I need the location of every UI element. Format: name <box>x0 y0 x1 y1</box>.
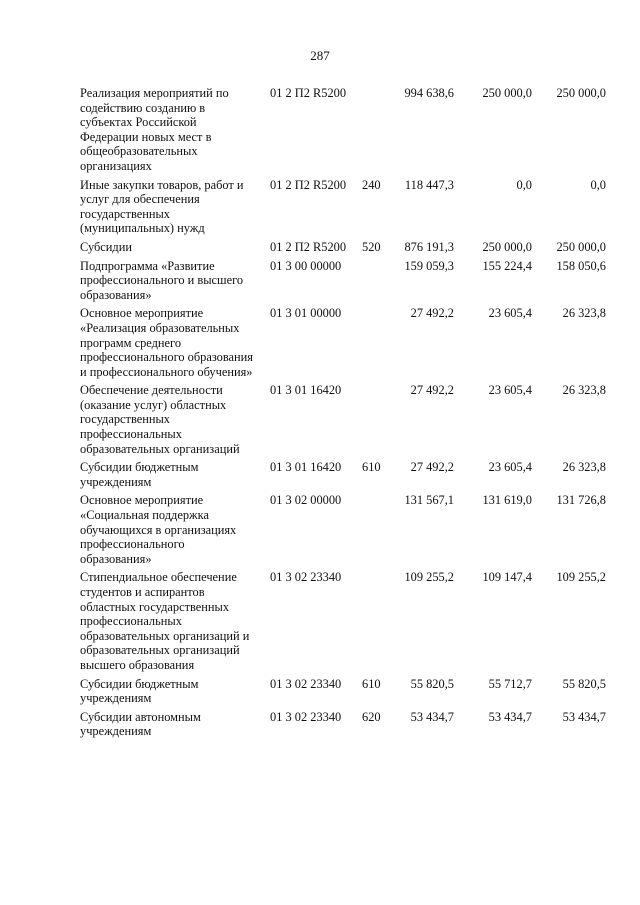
table-row <box>0 178 640 236</box>
amount-year-3: 158 050,6 <box>556 258 606 273</box>
item-name: Субсидии бюджетным учреждениям <box>80 676 199 706</box>
expense-kind: 520 <box>362 239 381 254</box>
amount-year-2: 250 000,0 <box>482 239 532 254</box>
amount-year-3: 26 323,8 <box>562 383 606 398</box>
target-code: 01 2 П2 R5200 <box>270 239 347 254</box>
target-code: 01 3 02 23340 <box>270 709 342 724</box>
amount-year-1: 159 059,3 <box>404 258 454 273</box>
item-name: Реализация мероприятий по содействию созданию в субъектах Российской Федерации новых мест в общеобразовательных организациях <box>80 86 229 173</box>
amount-year-2: 23 605,4 <box>488 383 532 398</box>
amount-year-3: 26 323,8 <box>562 460 606 475</box>
item-name: Подпрограмма «Развитие профессионального и высшего образования» <box>80 258 244 302</box>
table-row <box>0 383 640 456</box>
expense-kind: 610 <box>362 676 381 691</box>
amount-year-2: 155 224,4 <box>482 258 532 273</box>
amount-year-1: 994 638,6 <box>404 86 454 100</box>
table-row <box>0 460 640 489</box>
amount-year-2: 250 000,0 <box>482 86 532 100</box>
item-name: Субсидии автономным учреждениям <box>80 709 201 739</box>
item-name: Иные закупки товаров, работ и услуг для обеспечения государственных (муниципальных) нужд <box>80 177 244 236</box>
expense-kind: 620 <box>362 709 381 724</box>
item-name: Основное мероприятие «Социальная поддержка обучающихся в организациях профессионального образования» <box>80 493 237 566</box>
amount-year-2: 23 605,4 <box>488 306 532 321</box>
target-code: 01 3 02 00000 <box>270 493 342 508</box>
amount-year-1: 876 191,3 <box>404 239 454 254</box>
target-code: 01 3 02 23340 <box>270 676 342 691</box>
table-row <box>0 570 640 672</box>
amount-year-3: 26 323,8 <box>562 306 606 321</box>
table-row <box>0 86 640 174</box>
amount-year-1: 53 434,7 <box>410 709 454 724</box>
amount-year-2: 0,0 <box>516 177 532 192</box>
amount-year-3: 109 255,2 <box>556 570 606 585</box>
amount-year-3: 250 000,0 <box>556 86 606 100</box>
table-row <box>0 306 640 379</box>
target-code: 01 3 00 00000 <box>270 258 342 273</box>
amount-year-3: 53 434,7 <box>562 709 606 724</box>
expense-kind: 240 <box>362 177 381 192</box>
amount-year-3: 0,0 <box>590 177 606 192</box>
amount-year-1: 27 492,2 <box>410 460 454 475</box>
amount-year-1: 55 820,5 <box>410 676 454 691</box>
expense-kind: 610 <box>362 460 381 475</box>
amount-year-2: 55 712,7 <box>488 676 532 691</box>
amount-year-3: 250 000,0 <box>556 239 606 254</box>
target-code: 01 3 01 16420 <box>270 460 342 475</box>
amount-year-2: 109 147,4 <box>482 570 532 585</box>
table-row <box>0 259 640 303</box>
item-name: Стипендиальное обеспечение студентов и аспирантов областных государственных профессиональных образовательных организаций и образовательных организаций высшего образования <box>80 570 250 672</box>
item-name: Основное мероприятие «Реализация образовательных программ среднего профессионального образования и профессионального обучения» <box>80 306 254 379</box>
amount-year-3: 131 726,8 <box>556 493 606 508</box>
item-name: Субсидии бюджетным учреждениям <box>80 460 199 489</box>
amount-year-2: 131 619,0 <box>482 493 532 508</box>
item-name: Субсидии <box>80 239 132 254</box>
table-row <box>0 677 640 706</box>
amount-year-1: 27 492,2 <box>410 383 454 398</box>
amount-year-1: 109 255,2 <box>404 570 454 585</box>
target-code: 01 3 02 23340 <box>270 570 342 585</box>
amount-year-2: 23 605,4 <box>488 460 532 475</box>
amount-year-1: 131 567,1 <box>404 493 454 508</box>
amount-year-1: 118 447,3 <box>404 177 454 192</box>
item-name: Обеспечение деятельности (оказание услуг) областных государственных профессиональных образовательных организаций <box>80 383 240 456</box>
target-code: 01 2 П2 R5200 <box>270 86 347 100</box>
target-code: 01 3 01 00000 <box>270 306 342 321</box>
amount-year-1: 27 492,2 <box>410 306 454 321</box>
table-row <box>0 493 640 566</box>
table-row <box>0 710 640 739</box>
amount-year-2: 53 434,7 <box>488 709 532 724</box>
page-number: 287 <box>310 48 330 63</box>
target-code: 01 3 01 16420 <box>270 383 342 398</box>
budget-table <box>0 86 640 743</box>
target-code: 01 2 П2 R5200 <box>270 177 347 192</box>
amount-year-3: 55 820,5 <box>562 676 606 691</box>
table-row <box>0 240 640 255</box>
